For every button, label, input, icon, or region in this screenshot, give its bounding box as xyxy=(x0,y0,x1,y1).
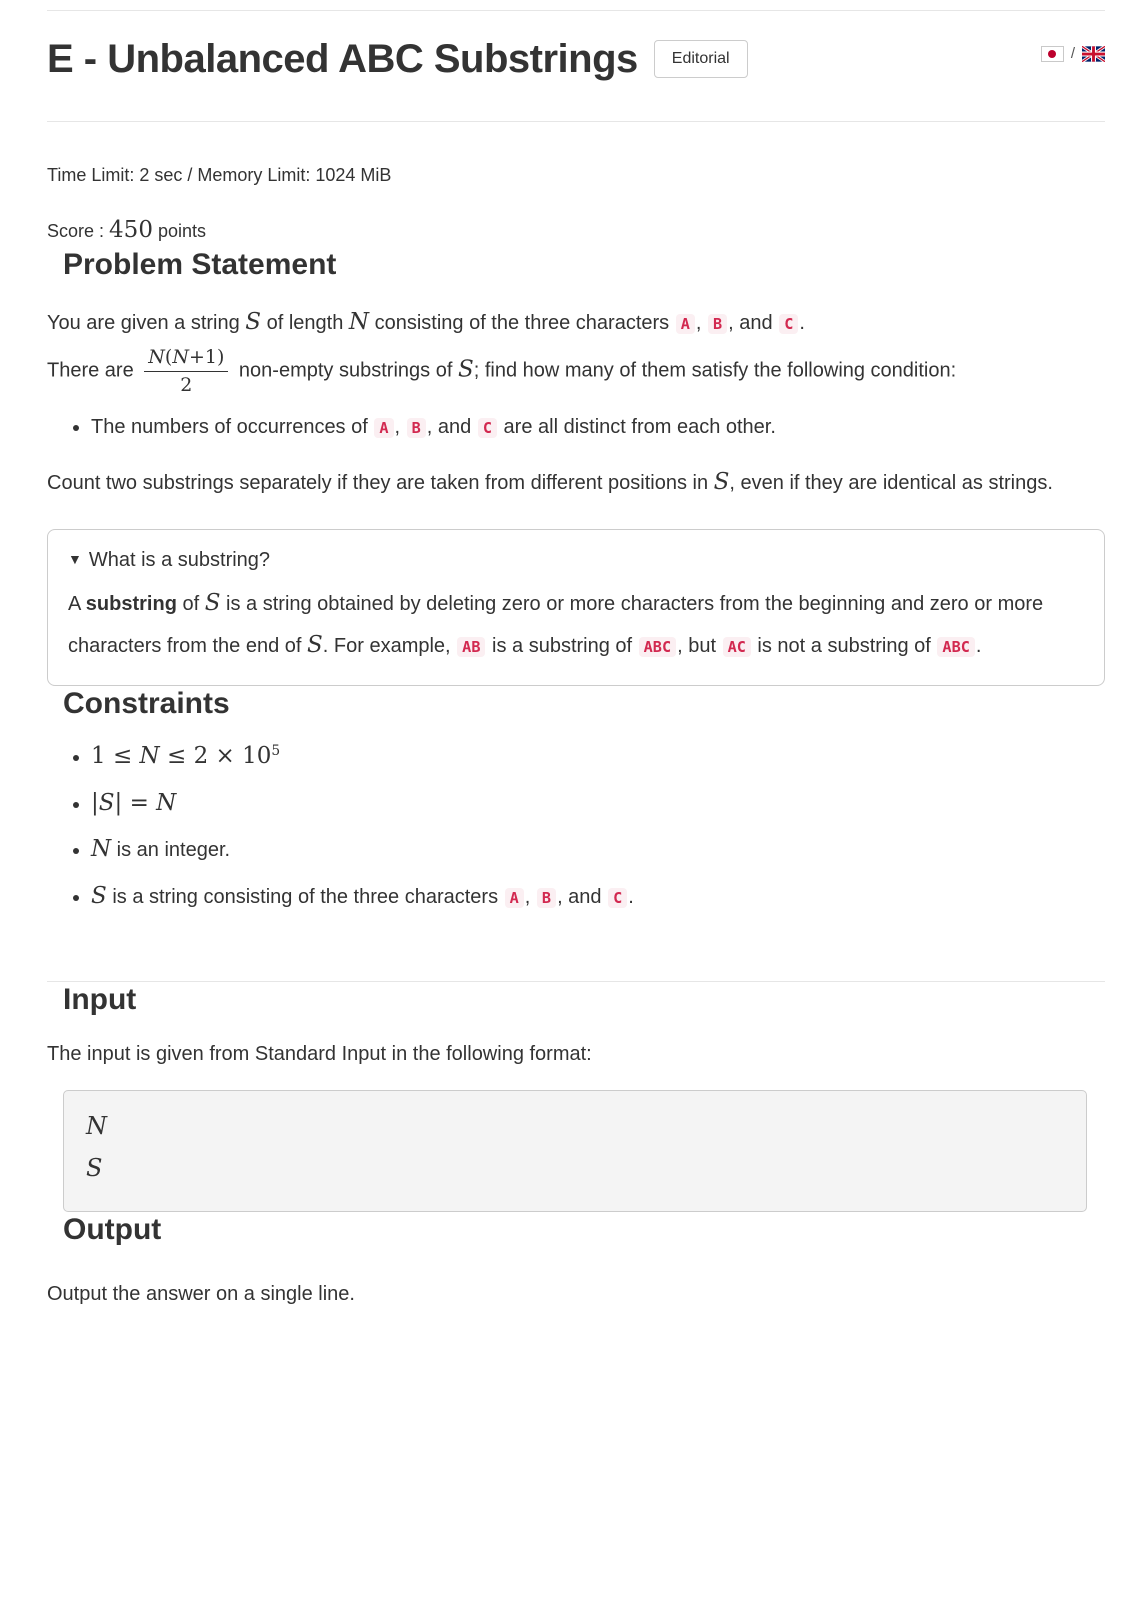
triangle-down-icon: ▼ xyxy=(68,550,82,567)
substring-note-body: A substring of S is a string obtained by deleting zero or more characters from the beginning and zero or more characters from the end of S. For example, AB is a substring of ABC , but AC is not a substring of ABC . xyxy=(68,589,1044,659)
problem-paragraph-3: Count two substrings separately if they are taken from different positions in S, even if they are identical as strings. xyxy=(47,468,1053,495)
problem-paragraph-1: You are given a string S of length N consisting of the three characters A , B , and C . xyxy=(47,308,805,335)
japan-flag-circle xyxy=(1048,50,1056,58)
language-separator: / xyxy=(1070,45,1075,62)
condition-item: • The numbers of occurrences of A , B , and C are all distinct from each other. xyxy=(91,407,1105,447)
section-heading-constraints: Constraints xyxy=(63,686,230,720)
problem-paragraph-2: There are $\frac{N(N+1)}{2}$ non-empty substrings of S; find how many of them satisfy the following condition: xyxy=(47,345,957,396)
constraints-list xyxy=(47,734,1105,919)
input-format-block xyxy=(63,1090,1087,1212)
input-format-line: S xyxy=(86,1154,103,1183)
limits-text: Time Limit: 2 sec / Memory Limit: 1024 MiB xyxy=(47,165,392,185)
page-title: E - Unbalanced ABC Substrings xyxy=(47,37,638,81)
input-lead: The input is given from Standard Input in the following format: xyxy=(47,1043,592,1066)
substring-note-summary-label: What is a substring? xyxy=(88,548,271,571)
section-heading-output: Output xyxy=(63,1213,162,1247)
section-heading-input: Input xyxy=(63,983,137,1017)
constraint-item: • N is an integer. xyxy=(91,827,1105,872)
title-row xyxy=(47,35,1105,83)
editorial-button[interactable]: Editorial xyxy=(654,40,748,78)
union-jack-graphic xyxy=(1082,46,1105,62)
constraint-item: • |S| = N xyxy=(91,781,1105,826)
language-switcher xyxy=(1041,45,1105,62)
output-lead: Output the answer on a single line. xyxy=(47,1283,355,1306)
condition-list xyxy=(47,407,1105,447)
score-text: Score : 450 points xyxy=(47,217,206,244)
substring-note xyxy=(47,529,1105,686)
input-format-line: N xyxy=(86,1112,107,1141)
constraint-item: • S is a string consisting of the three characters A , B , and C . xyxy=(91,874,1105,919)
top-divider xyxy=(47,10,1105,11)
uk-flag-icon[interactable] xyxy=(1082,46,1105,62)
title-group xyxy=(47,35,748,83)
substring-note-summary[interactable] xyxy=(68,542,1084,578)
section-heading-problem-statement: Problem Statement xyxy=(63,247,337,281)
constraint-item: • $1 \le N \le 2 \times 10^5$ xyxy=(91,734,1105,779)
japan-flag-icon[interactable] xyxy=(1041,46,1064,62)
title-divider xyxy=(47,121,1105,122)
